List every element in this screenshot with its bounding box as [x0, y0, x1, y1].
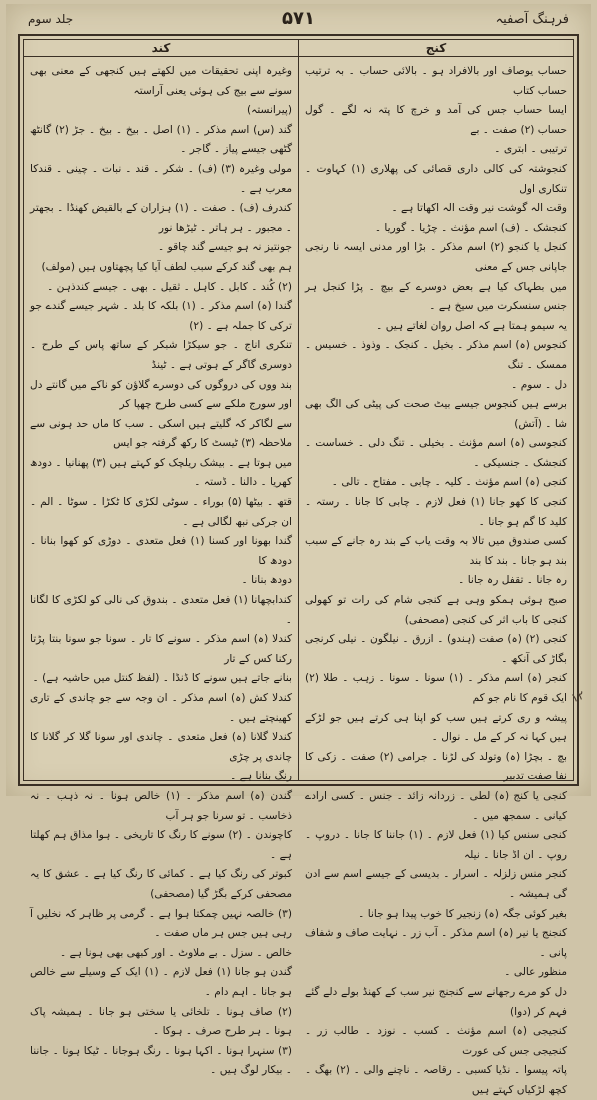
entry-line: کنجشک ۔ (ف) اسم مؤنث ۔ چڑیا ۔ گوریا ۔ — [374, 221, 567, 234]
entry-line: کندلا (ہ) اسم مذکر ۔ سونے کا تار ۔ سونا جو سونا بنتا پڑتا رکنا کس کے تار — [30, 633, 292, 665]
entry-line: بنانے جاتے ہیں سونے کا ڈنڈا ۔ (لفظ کنتل میں حاشیہ ہے) ۔ — [32, 672, 292, 685]
entry-line: میں بطہاک کیا ہے بعض دوسرے کے بیچ ۔ پڑا کنجل ہر جنس سنسکرت میں سیخ ہے ۔ — [305, 280, 567, 313]
entry-line: بند ووں کی دروگوں کی دوسرے گلاؤن کو ناکے میں گانتے دل اور سورج ملکے سے کسی طرح چھپا کر — [30, 378, 292, 411]
entry-line: (پیرانستہ) — [246, 104, 292, 117]
volume-label: جلد سوم — [28, 12, 74, 26]
entry-line: گندا بھونا اور کسنا (۱) فعل متعدی ۔ دوڑی کو کھوا بنانا ۔ دودھ کا — [30, 535, 292, 567]
entry-line: دل ۔ سوم ۔ — [511, 378, 567, 391]
entry-line: (۳) سنہرا ہونا ۔ اکہا ہونا ۔ رنگ ہوجانا ۔ ٹیکا ہونا ۔ جاننا ۔ بیکار لوگ ہیں ۔ — [30, 1044, 292, 1077]
entry-line: بغیر کوئی جگہ (ہ) زنجیر کا خوب پیدا ہو جانا ۔ — [358, 907, 567, 920]
right-column-heading: کنج — [425, 41, 447, 55]
entry-line: کبوتر کی رنگ کیا ہے ۔ کمائی کا رنگ کیا ہے ۔ عشق کا یہ مصحفی کرکے بگڑ گیا (مصحفی) — [30, 868, 292, 900]
entry-line: کنجی یا کنج (ہ) لطی ۔ زردانہ زائد ۔ جنس ۔ کسی ارادے کیانی ۔ سمجھ میں ۔ — [305, 789, 567, 822]
entry-line: گندن (ہ) اسم مذکر ۔ (۱) خالص ہونا ۔ نہ ذہب ۔ نہ ذخاسب ۔ تو سرنا جو ہر آب — [30, 789, 292, 822]
entry-line: میں ہوتا ہے ۔ بیشک ریلچک کو کہتے ہیں (۳) پھنانیا ۔ دودھ کھریا ۔ دالنا ۔ ڈستہ ۔ — [30, 456, 292, 489]
entry-line: کنجر (ہ) اسم مذکر ۔ (۱) سونا ۔ سونا ۔ زہب ۔ طلا (۲) ایک قوم کا نام جو کم — [305, 672, 567, 704]
page-header — [6, 4, 591, 34]
entry-line: منظور عالی ۔ — [504, 966, 567, 979]
entry-line: کنجیجی (ہ) اسم مؤنث ۔ کسب ۔ نوزد ۔ طالب زر ۔ کنجیجی جس کی عورت — [305, 1025, 567, 1057]
entry-line: کنجی کا کھو جانا (۱) فعل لازم ۔ چابی کا جانا ۔ رستہ ۔ کلید کا گم ہو جانا ۔ — [305, 496, 567, 528]
entry-line: یہ سیمو ہمتا ہے کہ اصل روان لغاتے ہیں ۔ — [376, 319, 567, 332]
entry-line: کسی صندوق میں تالا بہ وقت یاب کے بند رہ جانے کے سبب بند ہو جانا ۔ بند کا بند — [305, 535, 567, 567]
entry-line: (۳) خالصہ نہیں چمکتا ہوا ہے ۔ گرمی پر ظاہر کہ نخلیں آ رہی ہیں جس ہر ماں صفت ۔ — [30, 907, 292, 940]
entry-line: حساب یوصاف اور بالافراد ہو ۔ بالائی حساب ۔ بہ ترتیب حساب کتاب — [305, 65, 567, 97]
entry-line: کندلا گلانا (ہ) فعل متعدی ۔ چاندی اور سونا گلا کر گلانا کا چاندی پر چڑی — [30, 731, 292, 763]
entry-line: صبح ہوئی ہمکو وہی ہے کنجی شام کی رات تو کھولی کنجی کا باب اثر کی کنجی (مصحفی) — [305, 594, 567, 626]
entry-line: کنجوشتہ کی کالی داری قصائی کی پھلاری (۱) کہاوت ۔ تنکاری اول — [305, 162, 567, 195]
entry-line: وقت الہ گوشت نیر وقت الہ اکھاتا ہے ۔ — [391, 202, 567, 215]
entry-line: کنجوس (ہ) اسم مذکر ۔ بخیل ۔ کنجک ۔ وذوذ ۔ خسیس ۔ ممسک ۔ تنگ — [305, 339, 567, 371]
entry-line: کندابچھانا (۱) فعل متعدی ۔ بندوق کی نالی کو لکڑی کا لگانا ۔ — [30, 594, 292, 626]
margin-handwriting: ۱۲ — [569, 687, 587, 706]
entry-line: ہم بھی گند کرکے سبب لطف آیا کیا پچھتاوں ہیں (مولف) — [41, 260, 292, 273]
entry-line: رنگ بنانا ہے ۔ — [230, 770, 292, 783]
entry-line: کنجی (۲) (ہ) صفت (ہندو) ۔ ازرق ۔ نیلگون ۔ نیلی کرنجی بگاڑ کی آنکھ ۔ — [305, 633, 567, 665]
entry-line: گندن ہو جانا (۱) فعل لازم ۔ (۱) ایک کے وسیلے سے خالص ہو جانا ۔ اہم دام ۔ — [30, 966, 292, 998]
book-page — [6, 4, 591, 1096]
entry-line: ترتیبی ۔ ابتری ۔ — [494, 143, 567, 156]
entry-line: رہ جانا ۔ تقفل رہ جانا ۔ — [458, 574, 567, 587]
column-divider — [298, 40, 299, 780]
entry-line: (۲) کُند ۔ کابل ۔ کاہل ۔ ثقیل ۔ بھی ۔ جیسے کندذہن ۔ — [47, 280, 292, 293]
entry-line: کندرف (ف) ۔ صفت ۔ (۱) ہزاران کے بالقیض کھنڈا ۔ بجھتر ۔ مجبور ۔ ہر ہاتر ۔ ٹیڑھا نور — [30, 202, 292, 234]
right-column-text — [305, 62, 568, 1096]
entry-line: جونتیز نہ ہو جیسے گند چاقو ۔ — [158, 241, 292, 254]
entry-line: وغیرہ اپنی تحقیقات میں لکھتے ہیں کنجھی کے معنی بھی سونے سے بیج کی ہوئی یعنی آراستہ — [30, 65, 292, 97]
entry-line: کنجی سنس کیا (۱) فعل لازم ۔ (۱) جاننا کا جانا ۔ دروپ ۔ روپ ۔ ان اڈ جانا ۔ نیلہ — [305, 829, 567, 861]
entry-line: کنجنج یا نیر (ہ) اسم مذکر ۔ آب زر ۔ نہایت صاف و شفاف پانی ۔ — [305, 927, 567, 959]
entry-line: کنجل یا کنجو (۲) اسم مذکر ۔ بڑا اور مدنی ایسہ نا رنجی جاپانی جس کے معنی — [305, 241, 567, 273]
text-frame-inner — [23, 39, 574, 1096]
entry-line: (۲) صاف ہونا ۔ تلخائی یا سختی ہو جانا ۔ ہمیشہ پاک ہونا ۔ ہر طرح صرف ۔ ہوکا ۔ — [30, 1005, 292, 1038]
entry-line: برسے ہیں کنجوس جیسے بیٹ صحت کی پیٹی کی الگ بھی شا ۔ (آتش) — [305, 398, 567, 430]
entry-line: کنجی (ہ) اسم مؤنث ۔ کلیہ ۔ چابی ۔ مفتاح ۔ تالی ۔ — [331, 476, 567, 489]
entry-line: ایسا حساب جس کی آمد و خرچ کا پتہ نہ لگے ۔ گول حساب (۲) صفت ۔ بے — [305, 104, 567, 136]
text-frame — [18, 34, 579, 1096]
entry-line: دل کو مرے رجھانے سے کنجنج نیر سب کے کھنڈ بولے دلے گئے فہم کر (دوا) — [305, 985, 567, 1018]
entry-line: گند (س) اسم مذکر ۔ (۱) اصل ۔ بیخ ۔ بیخ ۔ جڑ (۲) گانٹھ گٹھی جیسے پیاز ۔ گاجر ۔ — [30, 123, 292, 156]
entry-line: تنکری اناج ۔ جو سیکڑا شبکر کے ساتھ پاس کے طرح ۔ دوسری گاگر کے ہوتی ہے ۔ ٹینڈ — [30, 339, 292, 371]
entry-line: بچ ۔ بچڑا (ہ) وتولد کی لڑنا ۔ جرامی (۲) صفت ۔ زکی کا نفا صفت تدبیر — [305, 750, 567, 783]
left-column-heading: کند — [151, 41, 171, 55]
entry-line: پیشہ و ری کرتے ہیں سب کو اپنا ہی کرتے ہیں جو لڑکے ہیں کہا نہ کر کے مل ۔ نوال ۔ — [305, 711, 567, 744]
entry-line: کاچوندن ۔ (۲) سونے کا رنگ کا تاریخی ۔ ہوا مذاق ہم کھلتا ہے ۔ — [30, 829, 292, 861]
entry-line: قتھ ۔ بیٹھا (۵) بوراء ۔ سوٹی لکڑی کا ٹکڑا ۔ سوٹا ۔ الم ۔ ان جرکی نبھ لگالی ہے ۔ — [30, 496, 292, 528]
entry-line: دودھ بنانا ۔ — [241, 574, 292, 587]
entry-line: پاتہ پیسوا ۔ نڈیا کسبی ۔ رقاصہ ۔ ناچنے والی ۔ (۲) بھگ ۔ کچھ لڑکیاں کہتے ہیں — [305, 1064, 568, 1096]
entry-line: خالص ۔ سزل ۔ بے ملاوٹ ۔ اور کبھی بھی ہونا ہے ۔ — [60, 946, 292, 959]
entry-line: کنجوسی (ہ) اسم مؤنث ۔ بخیلی ۔ تنگ دلی ۔ خساست ۔ کنجشک ۔ جنسیکی ۔ — [305, 437, 567, 469]
entry-line: کندلا کش (ہ) اسم مذکر ۔ ان وجہ سے جو چاندی کے تاری کھینچتے ہیں ۔ — [30, 692, 292, 724]
page-number: ۵۷۱ — [282, 8, 315, 29]
entry-line: کنجر منس زلزلہ ۔ اسرار ۔ بدیسی کے جیسے اسم سے ادن گی ہمیشہ ۔ — [305, 868, 567, 900]
entry-line: مولی وغیرہ (۳) (ف) ۔ شکر ۔ قند ۔ نبات ۔ چینی ۔ قندکا معرب ہے ۔ — [30, 162, 292, 195]
left-column-text — [30, 62, 292, 1077]
entry-line: گندا (ہ) اسم مذکر ۔ (۱) بلکہ کا بلد ۔ شہر جیسے گندے جو ترکی کا جملہ ہے ۔ (۲) — [30, 300, 292, 332]
running-head-title: فرہنگ آصفیہ — [495, 12, 569, 27]
entry-line: سے لگاکر کہ گلیتے ہیں اسکی ۔ سب کا ماں حد ہونی سے ملاحظہ (۳) ٹیسٹ کا رکھ گرفتہ جو ایس — [30, 417, 292, 450]
